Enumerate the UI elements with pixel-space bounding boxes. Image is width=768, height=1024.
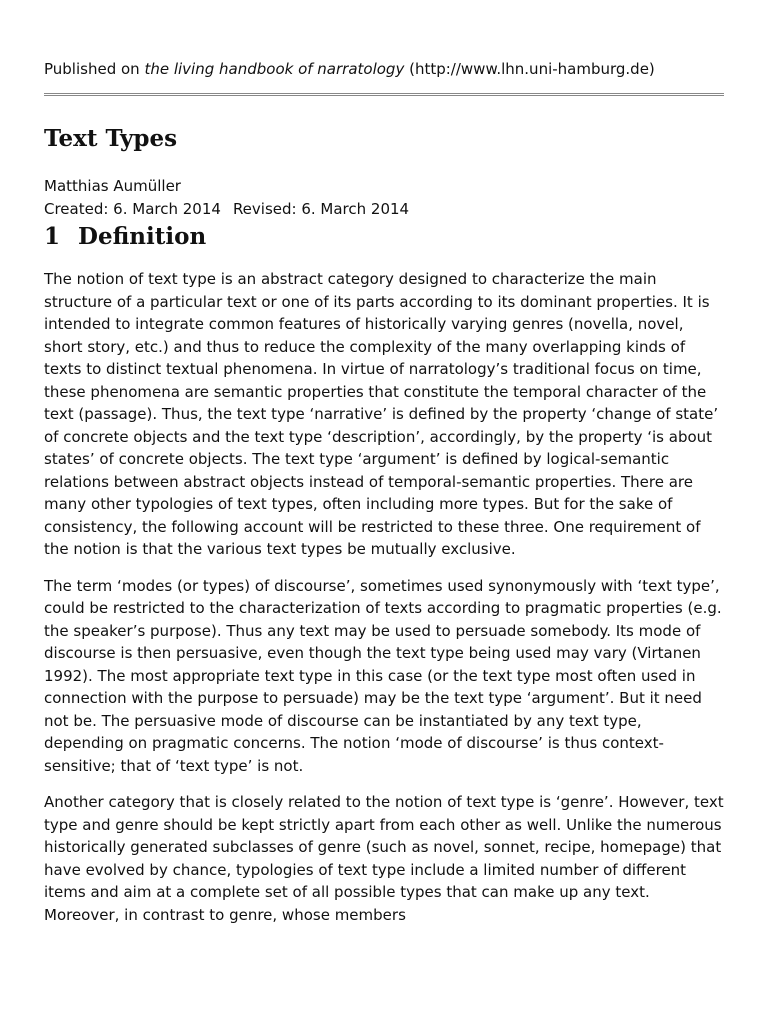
paragraph: Another category that is closely related to the notion of text type is ‘genre’. However, text type and genre should be kept strictly apart from each other as well. Unlike the numerous historically generated subclasses of genre (such as novel, sonnet, recipe, homepage) that have evolved by chance, typologies of text type include a limited number of different items and aim at a complete set of all possible types that can make up any text. Moreover, in contrast to genre, whose members [44,793,724,924]
section-title: Definition [78,223,207,250]
date-line [44,198,409,221]
article-meta [44,175,409,221]
revised-date: Revised: 6. March 2014 [232,200,410,218]
publication-line [44,59,655,79]
section-number: 1 [44,223,61,250]
page-title: Text Types [44,125,178,152]
author-name: Matthias Aumüller [44,177,181,195]
created-date: Created: 6. March 2014 [44,200,221,218]
header-divider [44,93,724,96]
site-name: the living handbook of narratology [144,60,405,78]
paragraph: The notion of text type is an abstract category designed to characterize the main structure of a particular text or one of its parts according to its dominant properties. It is intended to integrate common features of historically varying genres (novella, novel, short story, etc.) and thus to reduce the complexity of the many overlapping kinds of texts to distinct textual phenomena. In virtue of narratology’s traditional focus on time, these phenomena are semantic properties that constitute the temporal character of the text (passage). Thus, the text type ‘narrative’ is defined by the property ‘change of state’ of concrete objects and the text type ‘description’, accordingly, by the property ‘is about states’ of concrete objects. The text type ‘argument’ is defined by logical-semantic relations between abstract objects instead of temporal-semantic properties. There are many other typologies of text types, often including more types. But for the sake of consistency, the following account will be restricted to these three. One requirement of the notion is that the various text types be mutually exclusive. [44,270,719,558]
site-url: (http://www.lhn.uni-hamburg.de) [409,60,655,78]
section-body [44,268,724,940]
paragraph: The term ‘modes (or types) of discourse’, sometimes used synonymously with ‘text type’, could be restricted to the characterization of texts according to pragmatic properties (e.g. the speaker’s purpose). Thus any text may be used to persuade somebody. Its mode of discourse is then persuasive, even though the text type being used may vary (Virtanen 1992). The most appropriate text type in this case (or the text type most often used in connection with the purpose to persuade) may be the text type ‘argument’. But it need not be. The persuasive mode of discourse can be instantiated by any text type, depending on pragmatic concerns. The notion ‘mode of discourse’ is thus context-sensitive; that of ‘text type’ is not. [44,576,722,775]
section-heading [44,222,206,252]
published-prefix: Published on [44,60,140,78]
